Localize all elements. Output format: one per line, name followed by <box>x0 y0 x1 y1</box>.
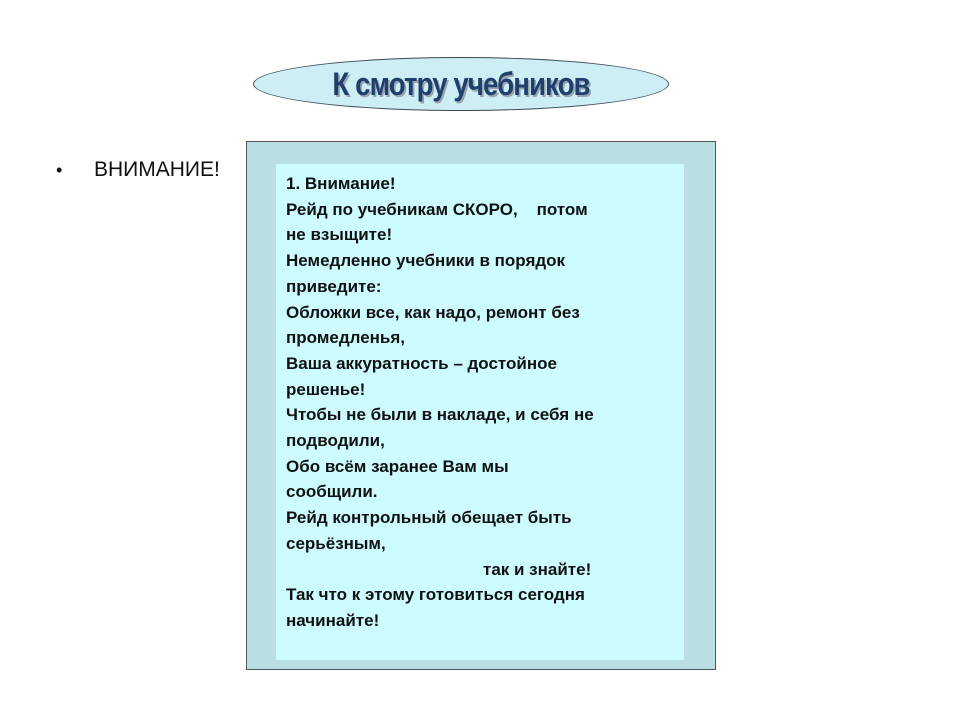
poem-line: Ваша аккуратность – достойное <box>286 353 557 373</box>
bullet-marker: • <box>56 159 63 180</box>
poem-text <box>286 171 681 634</box>
poem-line: решенье! <box>286 379 366 399</box>
poem-line: Чтобы не были в накладе, и себя не <box>286 405 594 425</box>
poem-line: Немедленно учебники в порядок <box>286 251 566 271</box>
poem-line: Рейд по учебникам СКОРО, потом <box>286 199 588 219</box>
poem-line: так и знайте! <box>483 559 592 579</box>
poem-line: подводили, <box>286 431 385 451</box>
poem-line: Рейд контрольный обещает быть <box>286 508 572 528</box>
poem-line: промедленья, <box>286 328 406 348</box>
poem-line: 1. Внимание! <box>286 174 396 193</box>
slide-title: К смотру учебников <box>332 65 590 102</box>
bullet-text: ВНИМАНИЕ! <box>94 158 220 181</box>
poem-line: не взыщите! <box>286 225 393 245</box>
poem-line: Так что к этому готовиться сегодня <box>286 585 585 605</box>
bullet-item <box>56 155 220 185</box>
poem-line: приведите: <box>286 276 382 296</box>
poem-line: сообщили. <box>286 482 378 502</box>
poem-line: Обо всём заранее Вам мы <box>286 456 509 476</box>
poem-line: начинайте! <box>286 610 380 630</box>
poem-line: серьёзным, <box>286 533 386 553</box>
poem-line: Обложки все, как надо, ремонт без <box>286 302 580 322</box>
